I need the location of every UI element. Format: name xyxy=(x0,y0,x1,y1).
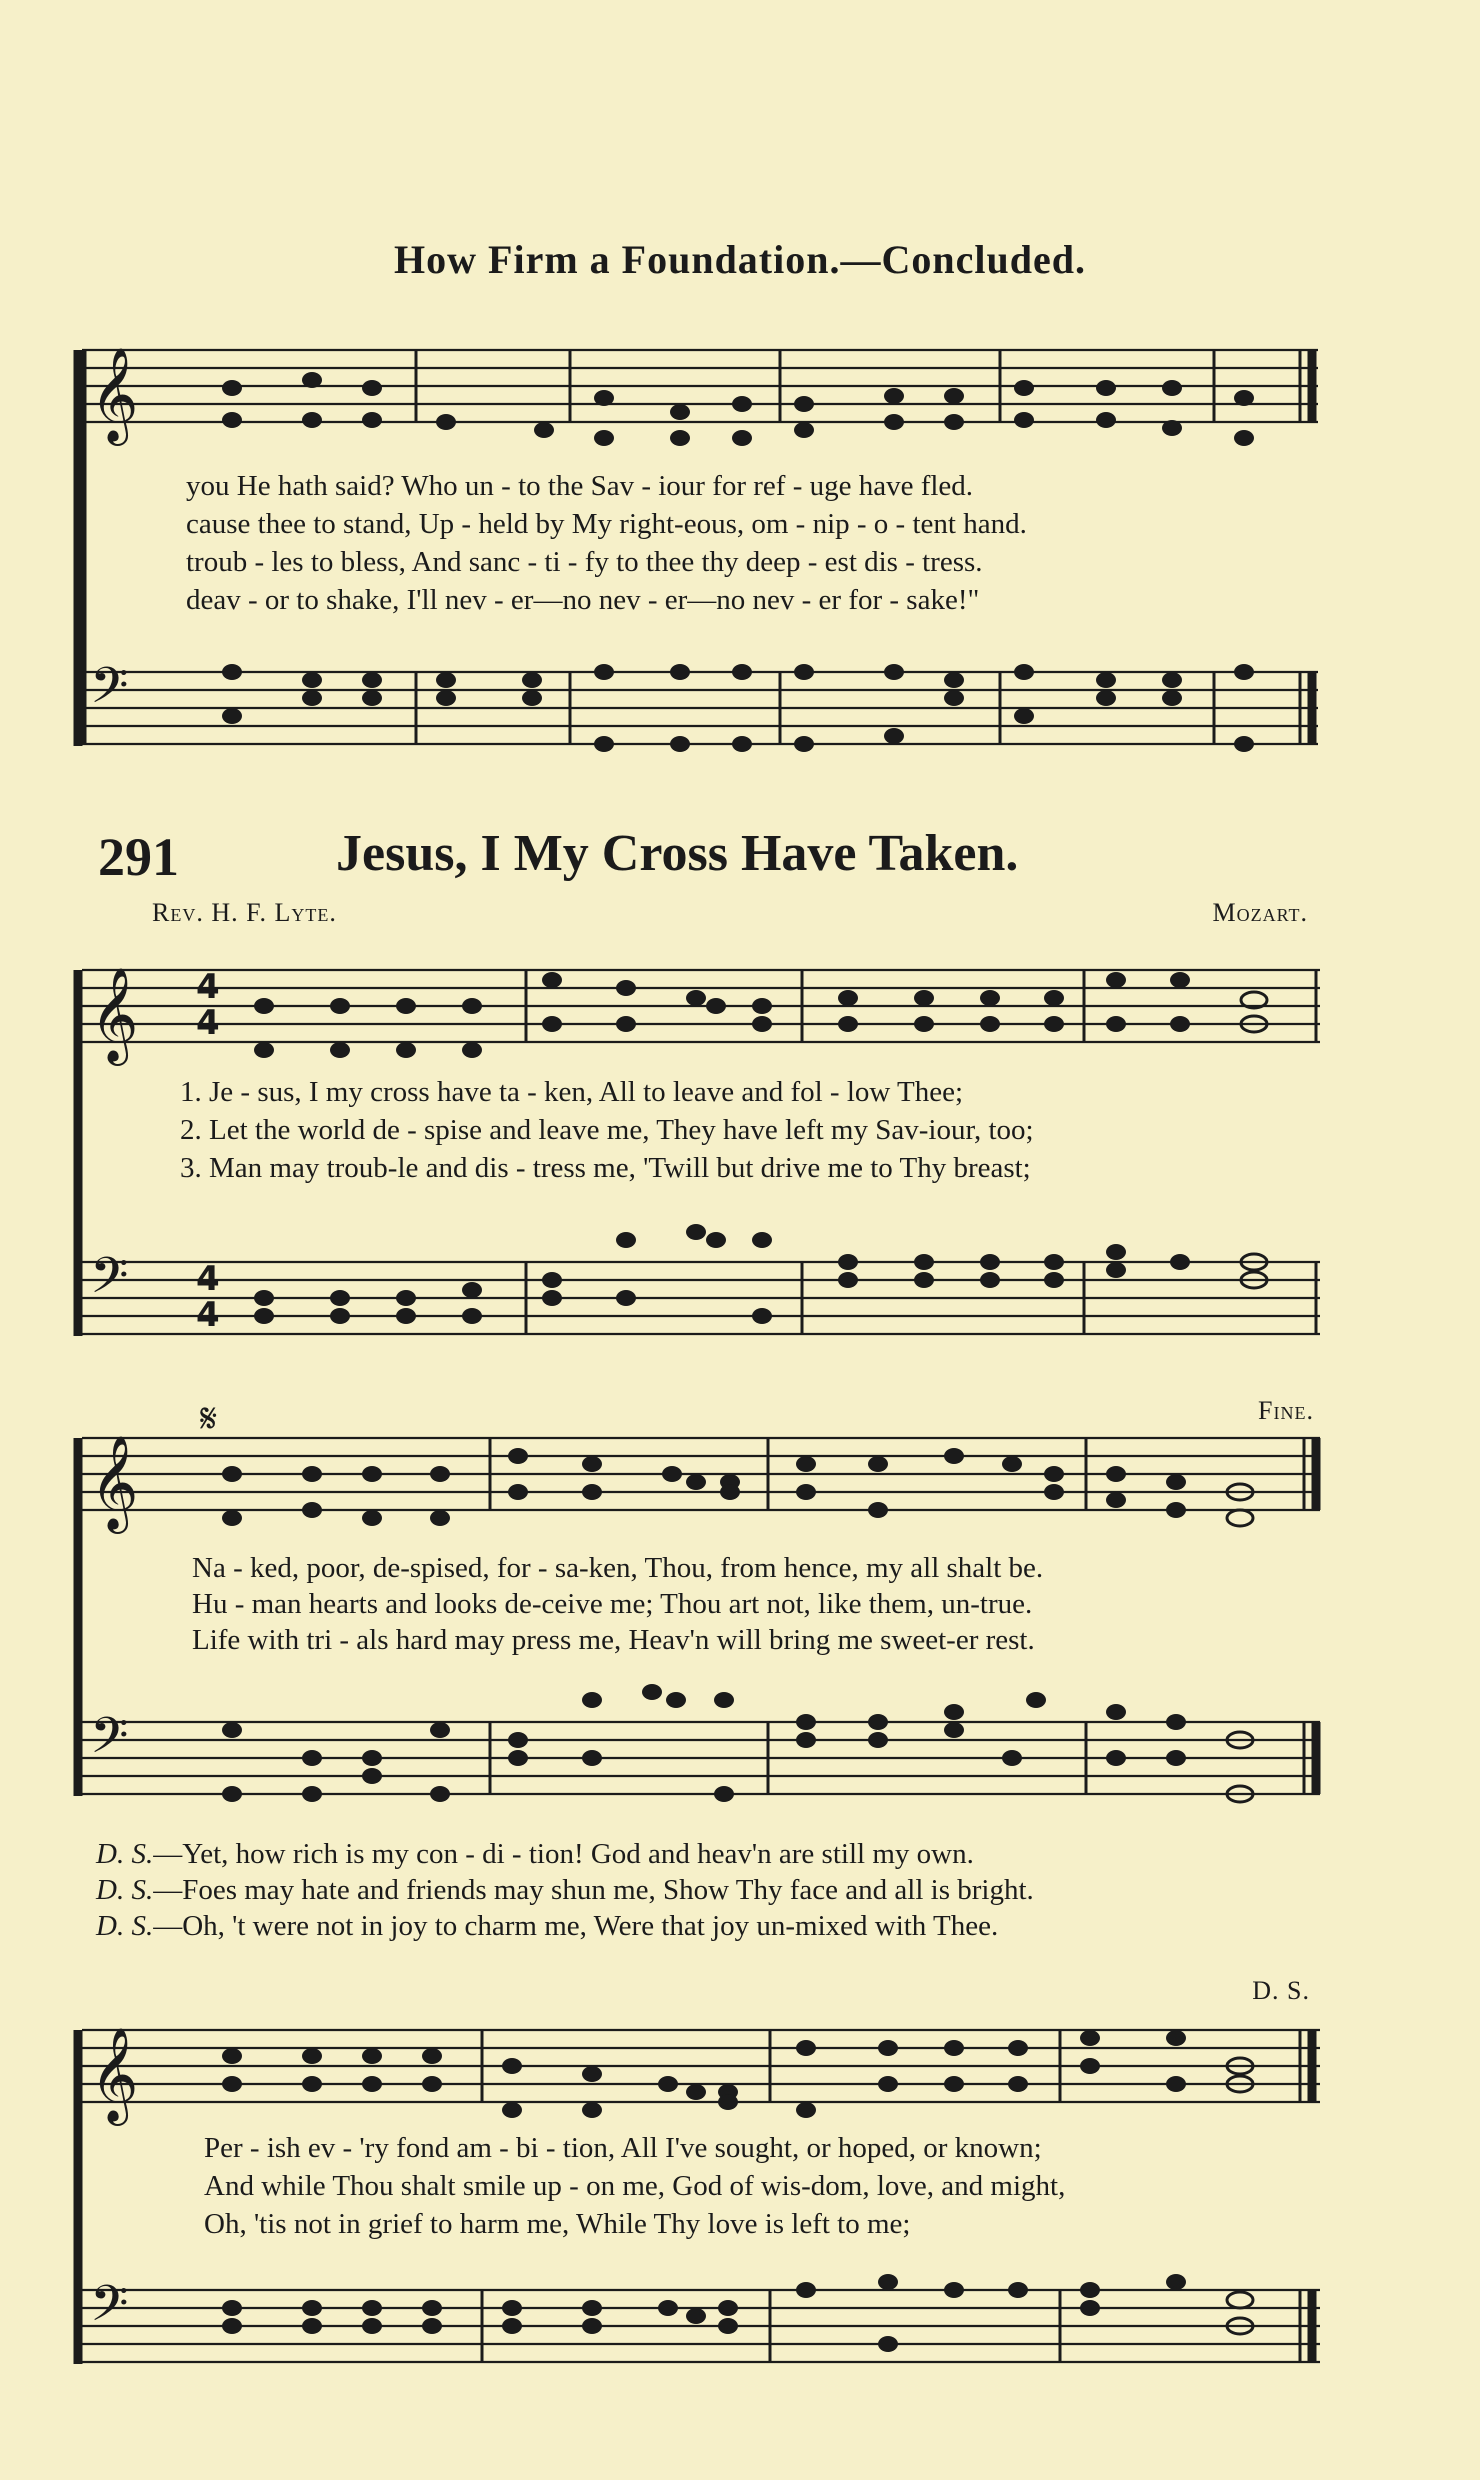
svg-text:𝄞: 𝄞 xyxy=(90,1435,139,1530)
svg-text:𝄢: 𝄢 xyxy=(90,1247,129,1317)
hymn-title: Jesus, I My Cross Have Taken. xyxy=(336,825,1019,882)
prev-hymn-lyric-line-3: troub - les to bless, And sanc - ti - fy to thee thy deep - est dis - tress. xyxy=(186,546,983,578)
system-4-brace xyxy=(0,2020,1480,2370)
svg-text:𝄢: 𝄢 xyxy=(90,657,129,727)
verse-3-line-a: 3. Man may troub-le and dis - tress me, 'Twill but drive me to Thy breast; xyxy=(180,1152,1031,1184)
verse-3-line-b: Life with tri - als hard may press me, Heav'n will bring me sweet-er rest. xyxy=(192,1624,1035,1656)
verse-2-line-c: And while Thou shalt smile up - on me, God of wis-dom, love, and might, xyxy=(204,2170,1066,2202)
ds-text: —Oh, 't were not in joy to charm me, Were that joy un-mixed with Thee. xyxy=(153,1910,999,1942)
verse-2-line-b: Hu - man hearts and looks de-ceive me; Thou art not, like them, un-true. xyxy=(192,1588,1033,1620)
svg-text:𝄞: 𝄞 xyxy=(90,967,139,1062)
verse-1-line-a: 1. Je - sus, I my cross have ta - ken, All to leave and fol - low Thee; xyxy=(180,1076,964,1108)
prev-hymn-lyric-line-2: cause thee to stand, Up - held by My right-eous, om - nip - o - tent hand. xyxy=(186,508,1027,540)
svg-text:𝄢: 𝄢 xyxy=(90,1707,129,1777)
ds-text: —Foes may hate and friends may shun me, Show Thy face and all is bright. xyxy=(153,1874,1034,1906)
svg-text:4: 4 xyxy=(196,967,220,1007)
verse-1-line-b: Na - ked, poor, de-spised, for - sa-ken, Thou, from hence, my all shalt be. xyxy=(192,1552,1044,1584)
hymn-composer: Mozart. xyxy=(1212,898,1308,927)
system-2-brace xyxy=(0,960,1480,1350)
ds-line-3 xyxy=(96,1910,998,1943)
system-1-brace xyxy=(0,340,1480,760)
verse-1-line-c: Per - ish ev - 'ry fond am - bi - tion, All I've sought, or hoped, or known; xyxy=(204,2132,1042,2164)
running-title: How Firm a Foundation.—Concluded. xyxy=(394,237,1086,282)
svg-text:4: 4 xyxy=(196,1295,220,1335)
system-3-brace xyxy=(0,1430,1480,1810)
ds-label: D. S. xyxy=(96,1838,154,1870)
ds-mark: D. S. xyxy=(1252,1976,1310,2005)
verse-3-line-c: Oh, 'tis not in grief to harm me, While Thy love is left to me; xyxy=(204,2208,911,2240)
ds-line-2 xyxy=(96,1874,1034,1907)
svg-text:𝄞: 𝄞 xyxy=(90,2027,139,2122)
svg-text:4: 4 xyxy=(196,1259,220,1299)
hymn-author: Rev. H. F. Lyte. xyxy=(152,898,337,927)
svg-text:𝄢: 𝄢 xyxy=(90,2275,129,2345)
hymn-number: 291 xyxy=(98,827,179,887)
svg-text:𝄋: 𝄋 xyxy=(200,1396,218,1442)
ds-label: D. S. xyxy=(96,1874,154,1906)
prev-hymn-lyric-line-1: you He hath said? Who un - to the Sav - iour for ref - uge have fled. xyxy=(186,470,974,502)
ds-line-1 xyxy=(96,1838,974,1871)
ds-label: D. S. xyxy=(96,1910,154,1942)
svg-text:4: 4 xyxy=(196,1003,220,1043)
svg-text:𝄞: 𝄞 xyxy=(90,347,139,442)
verse-2-line-a: 2. Let the world de - spise and leave me, They have left my Sav-iour, too; xyxy=(180,1114,1034,1146)
prev-hymn-lyric-line-4: deav - or to shake, I'll nev - er—no nev - er—no nev - er for - sake!" xyxy=(186,584,980,616)
ds-text: —Yet, how rich is my con - di - tion! God and heav'n are still my own. xyxy=(153,1838,974,1870)
fine-mark: Fine. xyxy=(1258,1396,1314,1425)
